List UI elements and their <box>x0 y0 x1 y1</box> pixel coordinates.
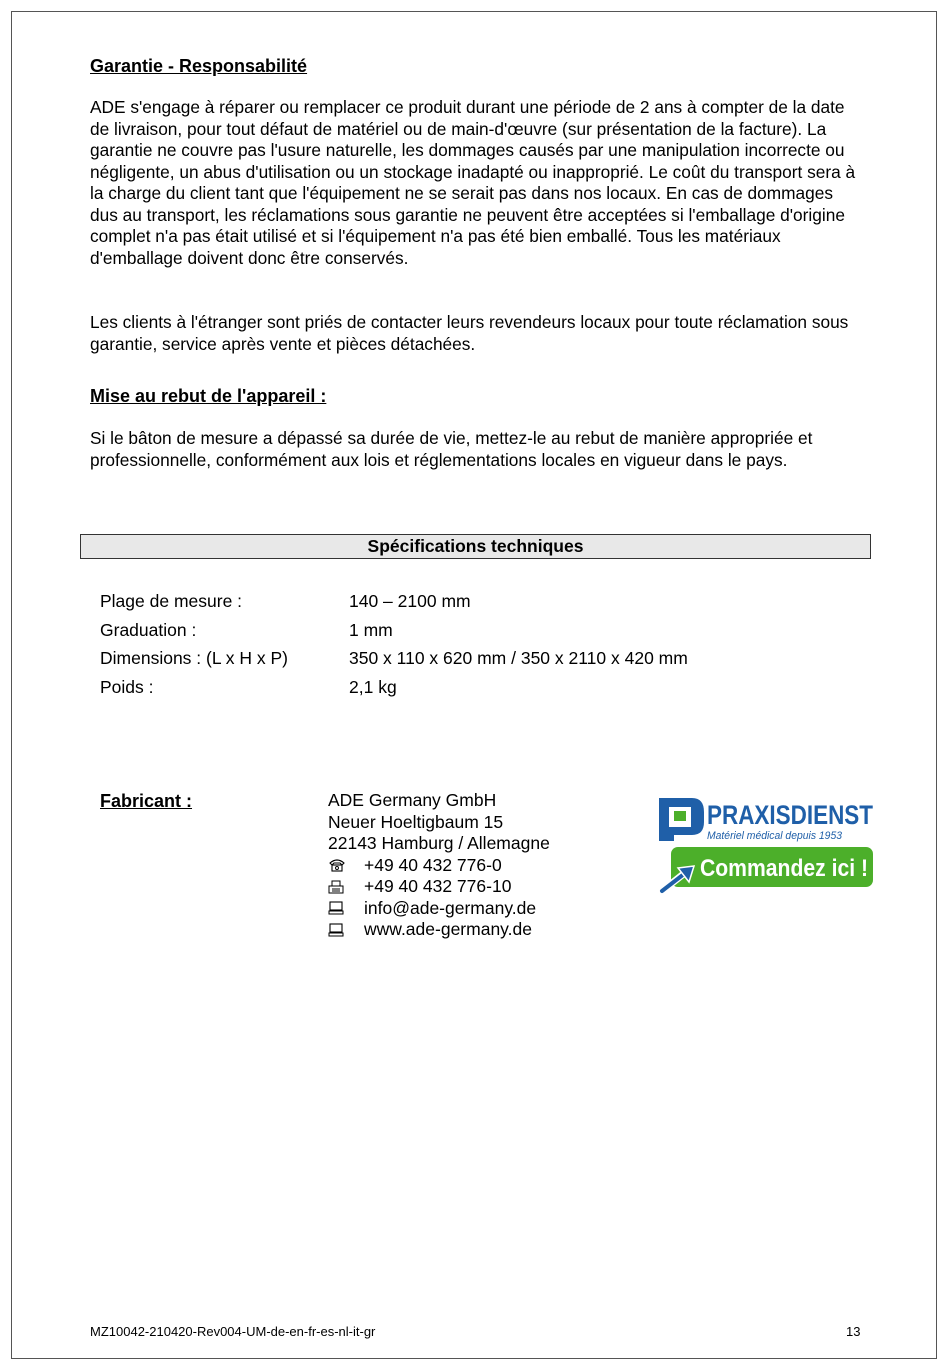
contact-phone-row <box>328 855 550 877</box>
fax-icon <box>328 880 364 894</box>
computer-icon <box>328 923 364 937</box>
telephone-icon <box>328 858 364 872</box>
warranty-heading: Garantie - Responsabilité <box>90 56 308 76</box>
contact-email-row <box>328 898 550 920</box>
spec-value-graduation: 1 mm <box>349 620 393 640</box>
warranty-paragraph-2: Les clients à l'étranger sont priés de contacter leurs revendeurs locaux pour toute réclamation sous garantie, service après vente et pièces détachées. <box>90 312 849 354</box>
footer-page-number: 13 <box>846 1324 861 1339</box>
praxisdienst-logo[interactable] <box>658 794 874 894</box>
contact-fax: +49 40 432 776-10 <box>364 876 512 896</box>
manufacturer-street: Neuer Hoeltigbaum 15 <box>328 811 504 832</box>
spec-value-dimensions: 350 x 110 x 620 mm / 350 x 2110 x 420 mm <box>349 648 688 668</box>
spec-label-range: Plage de mesure : <box>100 591 243 611</box>
spec-label-dimensions: Dimensions : (L x H x P) <box>100 648 289 668</box>
manufacturer-company: ADE Germany GmbH <box>328 790 497 810</box>
spec-value-weight: 2,1 kg <box>349 677 397 697</box>
spec-value-range: 140 – 2100 mm <box>349 591 471 611</box>
logo-brand-text: PRAXISDIENST <box>707 800 874 830</box>
contact-website[interactable]: www.ade-germany.de <box>364 919 532 939</box>
manufacturer-heading: Fabricant : <box>100 791 193 811</box>
specs-title-box: Spécifications techniques <box>80 534 871 559</box>
contact-website-row <box>328 919 550 941</box>
manufacturer-city: 22143 Hamburg / Allemagne <box>328 833 550 853</box>
spec-label-weight: Poids : <box>100 677 154 697</box>
footer-doc-id: MZ10042-210420-Rev004-UM-de-en-fr-es-nl-it-gr <box>90 1324 376 1339</box>
contact-email[interactable]: info@ade-germany.de <box>364 897 537 918</box>
manufacturer-address <box>328 790 550 941</box>
contact-phone: +49 40 432 776-0 <box>364 854 502 875</box>
computer-icon <box>328 901 364 915</box>
spec-label-graduation: Graduation : <box>100 620 197 640</box>
disposal-paragraph: Si le bâton de mesure a dépassé sa durée de vie, mettez-le au rebut de manière appropriée et professionnelle, conformément aux lois et réglementations locales en vigueur dans le pays. <box>90 428 813 470</box>
praxisdienst-logo-graphic <box>658 794 874 894</box>
logo-cta-text: Commandez ici ! <box>700 855 868 882</box>
warranty-paragraph-1: ADE s'engage à réparer ou remplacer ce produit durant une période de 2 ans à compter de la date de livraison, pour tout défaut de matériel ou de main-d'œuvre (sur présentation de la facture). La garantie ne couvre pas l'usure naturelle, les dommages causés par une manipulation incorrecte ou négligente, un abus d'utilisation ou un stockage inadapté ou inapproprié. Le coût du transport sera à la charge du client tant que l'équipement ne se serait pas dans nos locaux. En cas de dommages dus au transport, les réclamations sous garantie ne peuvent être acceptées si l'emballage d'origine complet n'a pas était utilisé et si l'équipement n'a pas été bien emballé. Tous les matériaux d'emballage doivent donc être conservés. <box>90 97 856 268</box>
logo-tagline: Matériel médical depuis 1953 <box>707 830 843 842</box>
disposal-heading: Mise au rebut de l'appareil : <box>90 386 327 406</box>
contact-fax-row <box>328 876 550 898</box>
